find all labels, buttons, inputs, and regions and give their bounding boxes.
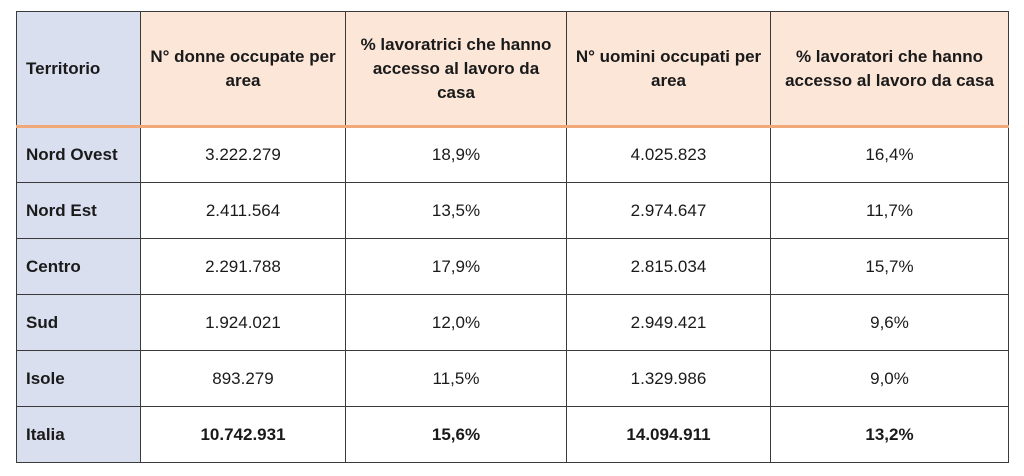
men-employed-cell: 1.329.986 [567,351,771,407]
women-employed-cell: 1.924.021 [141,295,346,351]
data-table [16,11,1009,463]
table-body [17,127,1009,463]
table-row [17,407,1009,463]
women-remote-pct-cell: 17,9% [346,239,567,295]
women-employed-cell: 10.742.931 [141,407,346,463]
territory-cell: Centro [17,239,141,295]
women-remote-pct-cell: 18,9% [346,127,567,183]
women-remote-pct-cell: 13,5% [346,183,567,239]
table-row [17,183,1009,239]
table-row [17,239,1009,295]
men-employed-cell: 2.949.421 [567,295,771,351]
territory-cell: Nord Ovest [17,127,141,183]
women-employed-cell: 3.222.279 [141,127,346,183]
header-women-remote-pct: % lavoratrici che hanno accesso al lavoro da casa [346,12,567,127]
women-remote-pct-cell: 15,6% [346,407,567,463]
territory-cell: Isole [17,351,141,407]
header-men-remote-pct: % lavoratori che hanno accesso al lavoro da casa [771,12,1009,127]
header-men-employed: N° uomini occupati per area [567,12,771,127]
men-remote-pct-cell: 11,7% [771,183,1009,239]
men-employed-cell: 2.815.034 [567,239,771,295]
territory-cell: Nord Est [17,183,141,239]
women-employed-cell: 893.279 [141,351,346,407]
header-row [17,12,1009,127]
header-women-employed: N° donne occupate per area [141,12,346,127]
table-row [17,295,1009,351]
men-remote-pct-cell: 15,7% [771,239,1009,295]
header-territorio: Territorio [17,12,141,127]
women-remote-pct-cell: 12,0% [346,295,567,351]
women-employed-cell: 2.411.564 [141,183,346,239]
men-employed-cell: 2.974.647 [567,183,771,239]
men-remote-pct-cell: 9,0% [771,351,1009,407]
men-employed-cell: 4.025.823 [567,127,771,183]
territory-cell: Italia [17,407,141,463]
men-remote-pct-cell: 16,4% [771,127,1009,183]
table-row [17,127,1009,183]
women-remote-pct-cell: 11,5% [346,351,567,407]
men-employed-cell: 14.094.911 [567,407,771,463]
men-remote-pct-cell: 13,2% [771,407,1009,463]
table-row [17,351,1009,407]
men-remote-pct-cell: 9,6% [771,295,1009,351]
territory-cell: Sud [17,295,141,351]
table-header [17,12,1009,127]
women-employed-cell: 2.291.788 [141,239,346,295]
